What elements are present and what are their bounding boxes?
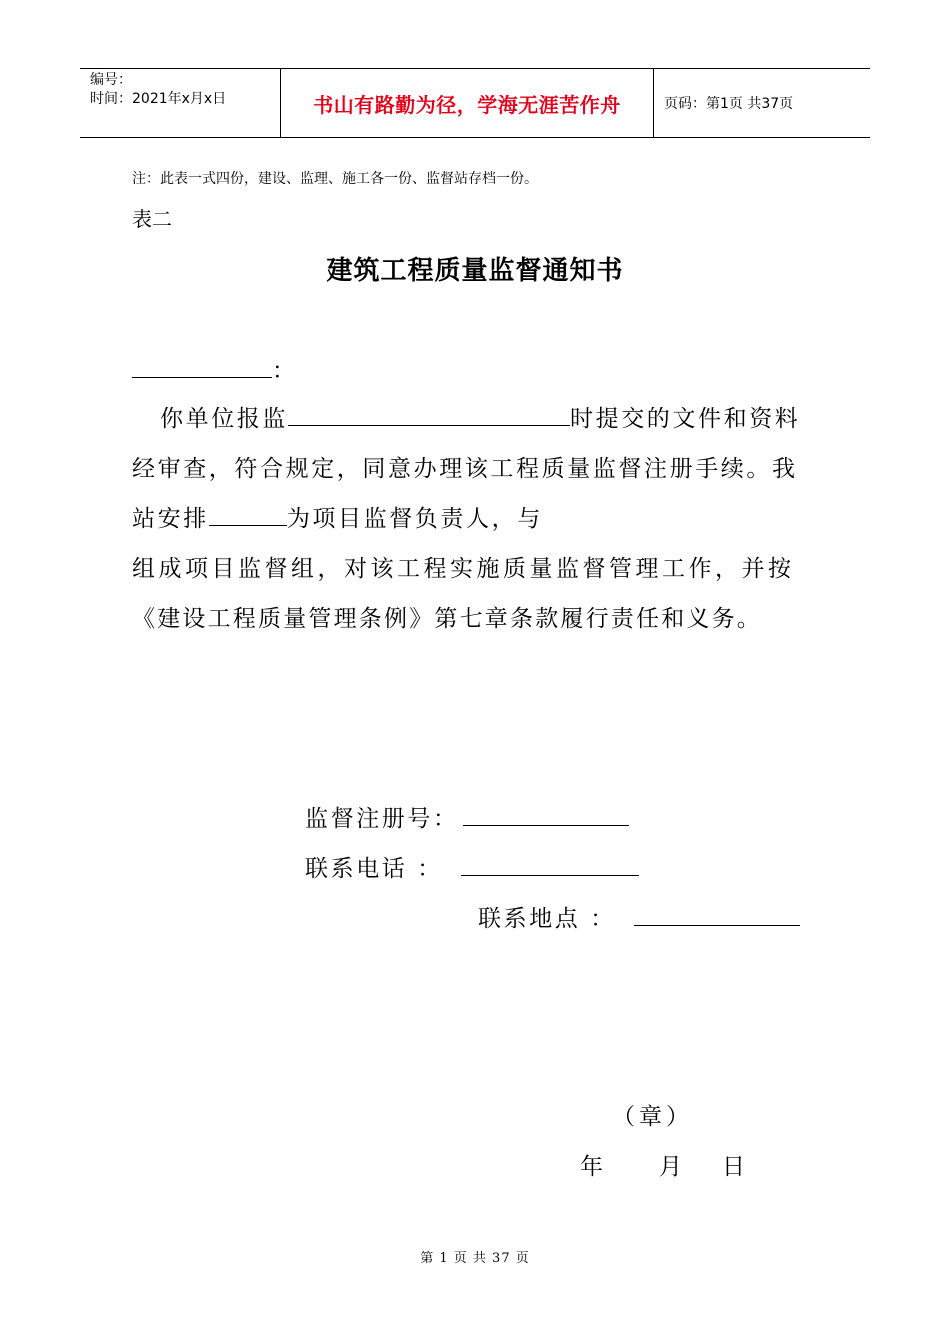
address-field bbox=[478, 900, 800, 933]
date-month: 月 bbox=[659, 1154, 682, 1180]
recipient-colon: ： bbox=[272, 358, 298, 384]
recipient-blank bbox=[132, 353, 272, 378]
header-motto: 书山有路勤为径，学海无涯苦作舟 bbox=[281, 69, 654, 137]
date-year: 年 bbox=[580, 1154, 603, 1180]
phone-label: 联系电话 ： bbox=[305, 856, 443, 882]
page-footer: 第 1 页 共 37 页 bbox=[420, 1251, 530, 1266]
address-blank bbox=[634, 901, 800, 926]
paragraph-line-3 bbox=[132, 500, 543, 533]
address-label: 联系地点 ： bbox=[478, 906, 616, 932]
document-title: 建筑工程质量监督通知书 bbox=[326, 256, 624, 286]
registration-no-label: 监督注册号： bbox=[305, 806, 459, 832]
paragraph-line-4: 组成项目监督组，对该工程实施质量监督管理工作，并按 bbox=[132, 556, 795, 582]
phone-blank bbox=[461, 851, 639, 876]
paragraph-line-5: 《建设工程质量管理条例》第七章条款履行责任和义务。 bbox=[132, 606, 762, 632]
phone-field bbox=[305, 850, 639, 883]
paragraph-line-2: 经审查，符合规定，同意办理该工程质量监督注册手续。我 bbox=[132, 456, 798, 482]
registration-no-blank bbox=[463, 801, 629, 826]
page-header bbox=[80, 68, 870, 138]
header-left-cell bbox=[80, 69, 281, 137]
form-note: 注：此表一式四份，建设、监理、施工各一份、监督站存档一份。 bbox=[132, 171, 538, 187]
header-page-info: 页码：第1页 共37页 bbox=[664, 96, 794, 112]
time-label: 时间：2021年x月x日 bbox=[90, 91, 227, 107]
line3-end: 为项目监督负责人，与 bbox=[286, 506, 543, 532]
registration-no-field bbox=[305, 800, 629, 833]
line1-start: 你单位报监 bbox=[160, 406, 288, 432]
supervisor-blank bbox=[209, 501, 287, 526]
serial-label: 编号： bbox=[90, 72, 132, 88]
project-name-blank bbox=[288, 401, 570, 426]
line3-start: 站安排 bbox=[132, 506, 209, 532]
paragraph-line-1 bbox=[160, 400, 800, 433]
date-line bbox=[580, 1148, 745, 1181]
line1-end: 时提交的文件和资料 bbox=[570, 406, 801, 432]
recipient-line bbox=[132, 352, 298, 385]
seal-label: （章） bbox=[612, 1104, 693, 1130]
date-day: 日 bbox=[722, 1154, 745, 1180]
table-label: 表二 bbox=[132, 207, 172, 231]
